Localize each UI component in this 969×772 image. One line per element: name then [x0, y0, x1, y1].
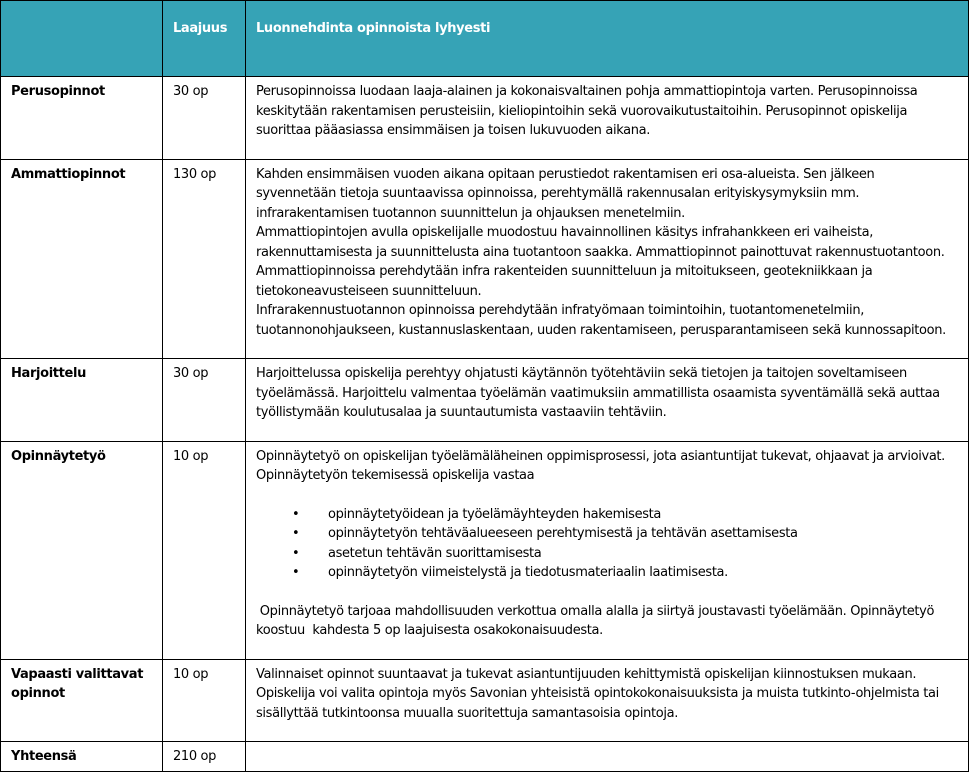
description-paragraph: Kahden ensimmäisen vuoden aikana opitaan perustiedot rakentamisen eri osa-alueista. Sen jälkeen syvennetään tietoja suuntaavissa opinnoissa, perehtymällä rakennusalan erityiskysymyksiin mm. infrarakentamisen tuotannon suunnittelun ja ohjauksen menetelmiin. — [256, 166, 875, 221]
module-description — [246, 441, 969, 659]
module-credits: 30 op — [163, 359, 246, 442]
table-row — [1, 359, 969, 442]
header-study-module — [1, 1, 163, 77]
bullet-icon: • — [292, 506, 300, 522]
module-credits: 30 op — [163, 77, 246, 160]
module-name: Ammattiopinnot — [1, 159, 163, 359]
description-paragraph: Harjoittelussa opiskelija perehtyy ohjatusti käytännön työtehtäviin sekä tietojen ja taitojen soveltamiseen työelämässä. Harjoittelu valmentaa työelämän vaatimuksiin ammatillista osaamista syventämällä sekä auttaa työllistymään koulutusalaa ja suuntautumista vastaaviin tehtäviin. — [256, 366, 940, 420]
description-paragraph: Infrarakennustuotannon opinnoissa perehdytään infratyömaan toimintoihin, tuotantomenetelmiin, tuotannonohjaukseen, kustannuslaskentaan, uuden rakentamiseen, perusparantamiseen sekä kunnossapitoon. — [256, 303, 946, 338]
bullet-icon: • — [292, 526, 300, 541]
header-credits: Laajuus — [163, 1, 246, 77]
table-row — [1, 77, 969, 160]
module-name: Vapaasti valittavat opinnot — [1, 659, 163, 742]
total-label: Yhteensä — [1, 742, 163, 772]
list-item — [292, 544, 958, 564]
table-total-row — [1, 742, 969, 772]
module-description — [246, 159, 969, 359]
module-name: Opinnäytetyö — [1, 441, 163, 659]
module-credits: 130 op — [163, 159, 246, 359]
header-description: Luonnehdinta opinnoista lyhyesti — [246, 1, 969, 77]
module-credits: 10 op — [163, 441, 246, 659]
list-item — [292, 563, 958, 583]
responsibility-list — [256, 505, 958, 583]
list-item-text: opinnäytetyön tehtäväalueeseen perehtymisestä ja tehtävän asettamisesta — [328, 526, 798, 541]
description-paragraph: Ammattiopintojen avulla opiskelijalle muodostuu havainnollinen käsitys infrahankkeen eri vaiheista, rakennuttamisesta ja suunnittelusta aina tuotantoon saakka. Ammattiopinnot painottuvat rakennustuotantoon. — [256, 225, 945, 260]
module-name: Perusopinnot — [1, 77, 163, 160]
module-name: Harjoittelu — [1, 359, 163, 442]
list-item — [292, 505, 958, 525]
description-paragraph: Opinnäytetyö tarjoaa mahdollisuuden verkottua omalla alalla ja siirtyä joustavasti työelämään. Opinnäytetyö koostuu kahdesta 5 op laajuisesta osakokonaisuudesta. — [256, 603, 938, 638]
bullet-icon: • — [292, 545, 300, 561]
table-header-row — [1, 1, 969, 77]
description-paragraph: Valinnaiset opinnot suuntaavat ja tukevat asiantuntijuuden kehittymistä opiskelijan kiinnostuksen mukaan. Opiskelija voi valita opintoja myös Savonian yhteisistä opintokokonaisuuksista ja muista tutkinto-ohjelmista tai sisällyttää tutkintoonsa muualla suoritettuja samantasoisia opintoja. — [256, 666, 939, 721]
bullet-icon: • — [292, 565, 300, 580]
description-paragraph: Opinnäytetyön tekemisessä opiskelija vastaa — [256, 468, 535, 483]
description-paragraph: Perusopinnoissa luodaan laaja-alainen ja kokonaisvaltainen pohja ammattiopintoja varten. Perusopinnoissa keskitytään rakentamisen perusteisiin, kieliopintoihin sekä vuorovaikutustaitoihin. Perusopinnot opiskelija suorittaa pääasiassa ensimmäisen ja toisen lukuvuoden aikana. — [256, 84, 918, 138]
module-description — [246, 359, 969, 442]
list-item — [292, 524, 958, 544]
table-row — [1, 159, 969, 359]
table-row — [1, 659, 969, 742]
module-description — [246, 659, 969, 742]
list-item-text: asetetun tehtävän suorittamisesta — [328, 545, 542, 561]
list-item-text: opinnäytetyön viimeistelystä ja tiedotusmateriaalin laatimisesta. — [328, 565, 728, 580]
list-item-text: opinnäytetyöidean ja työelämäyhteyden hakemisesta — [328, 506, 661, 522]
description-paragraph: Ammattiopinnoissa perehdytään infra rakenteiden suunnitteluun ja mitoitukseen, geotekniikkaan ja tietokoneavusteiseen suunnitteluun. — [256, 264, 873, 299]
module-credits: 10 op — [163, 659, 246, 742]
table-row — [1, 441, 969, 659]
module-description — [246, 77, 969, 160]
total-credits: 210 op — [163, 742, 246, 772]
total-description — [246, 742, 969, 772]
description-paragraph: Opinnäytetyö on opiskelijan työelämäläheinen oppimisprosessi, jota asiantuntijat tukevat, ohjaavat ja arvioivat. — [256, 448, 945, 464]
